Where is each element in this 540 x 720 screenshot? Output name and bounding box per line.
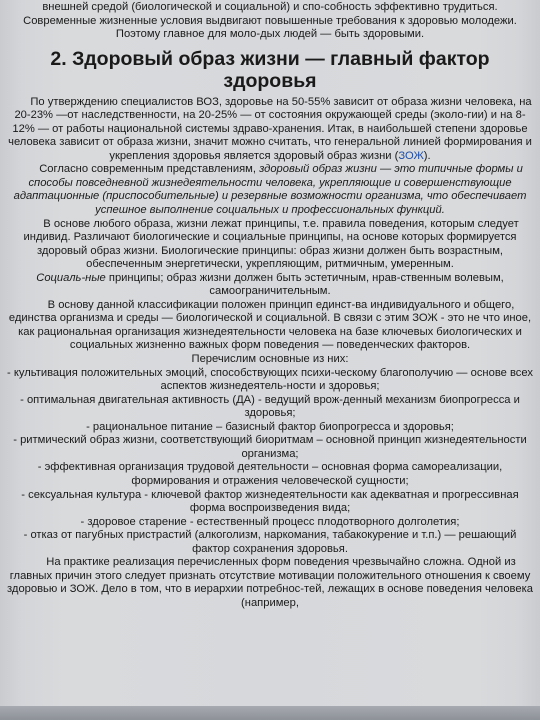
definition-italic: здоровый образ жизни — это типичные формы и способы повседневной жизнедеятельности человека, укрепляющие и совершенствующие адаптационные (приспособительные) и резервные возможности организма, что обеспечивает успешное выполнение социальных и профессиональных функций. (13, 163, 527, 217)
section-heading: 2. Здоровый образ жизни — главный фактор здоровья (50, 47, 490, 92)
paragraph-motivation: На практике реализация перечисленных форм поведения чрезвычайно сложна. Одной из главных причин этого следует признать отсутствие мотивации положительного отношения к своему здоровью и ЗОЖ. Дело в том, что в иерархии потребнос-тей, лежащих в основе поведения человека (например, (7, 556, 533, 609)
list-item: - отказ от пагубных пристрастий (алкоголизм, наркомания, табакокурение и т.п.) — решающий фактор сохранения здоровья. (23, 529, 517, 555)
social-principles-text: принципы; образ жизни должен быть эстетичным, нрав-ственным волевым, самоограничительным. (105, 271, 504, 298)
zozh-link[interactable]: ЗОЖ (398, 149, 424, 162)
paragraph-who-statistics (6, 96, 534, 164)
paragraph-classification: В основу данной классификации положен принцип единст-ва индивидуального и общего, единства организма и среды — биологической и социальной. В связи с этим ЗОЖ - это не что иное, как рациональная организация жизнедеятельности человека на базе ключевых биологических и социальных жизненно важных форм поведения — поведенческих факторов. (8, 298, 532, 352)
list-item: - ритмический образ жизни, соответствующий биоритмам – основной принцип жизнедеятельности организма; (13, 434, 527, 460)
list-item: - рациональное питание – базисный фактор биопрогресса и здоровья; (86, 420, 454, 433)
list-item: - здоровое старение - естественный процесс плодотворного долголетия; (80, 515, 460, 528)
intro-paragraph: внешней средой (биологической и социальной) и спо-собность эффективно трудиться. Современные жизненные условия выдвигают повышенные требования к здоровью молодежи. Поэтому главное для моло-дых людей — быть здоровыми. (23, 1, 517, 41)
paragraph-principles: В основе любого образа, жизни лежат принципы, т.е. правила поведения, которым следует индивид. Различают биологические и социальные принципы, на основе которых формируется здоровый образ жизни. Биологические принципы: образ жизни должен быть возрастным, обеспеченным энергетически, укрепляющим, ритмичным, умеренным. (23, 217, 519, 271)
behavior-factors-list (6, 367, 534, 557)
paragraph-who-end: ). (423, 149, 431, 162)
list-intro: Перечислим основные из них: (191, 353, 349, 366)
footer-bar (0, 706, 540, 720)
social-principles-term: Социаль-ные (36, 271, 106, 284)
definition-lead: Согласно современным представлениям, (39, 163, 260, 176)
paragraph-definition (6, 163, 534, 217)
list-item: - оптимальная двигательная активность (ДА) - ведущий врож-денный механизм биопрогресса и здоровья; (20, 393, 520, 420)
list-item: - эффективная организация трудовой деятельности – основная форма самореализации, формирования и отражения человеческой сущности; (37, 461, 503, 487)
paragraph-who-text: По утверждению специалистов ВОЗ, здоровье на 50-55% зависит от образа жизни человека, на 20-23% —от наследственности, на 20-25% — от состояния окружающей среды (эколо-гии) и на 8-12% — от работы национальной системы здраво-хранения. Итак, в наибольшей степени здоровье человека зависит от образа жизни, значит можно считать, что генеральной линией формирования и укрепления здоровья является здоровый образ жизни ( (8, 95, 532, 162)
paragraph-social-principles (6, 272, 534, 299)
list-item: - культивация положительных эмоций, способствующих психи-ческому благополучию — основе всех аспектов жизнедеятель-ности и здоровья; (7, 366, 533, 393)
list-item: - сексуальная культура - ключевой фактор жизнедеятельности как адекватная и прогрессивная форма воспроизведения вида; (21, 488, 519, 515)
